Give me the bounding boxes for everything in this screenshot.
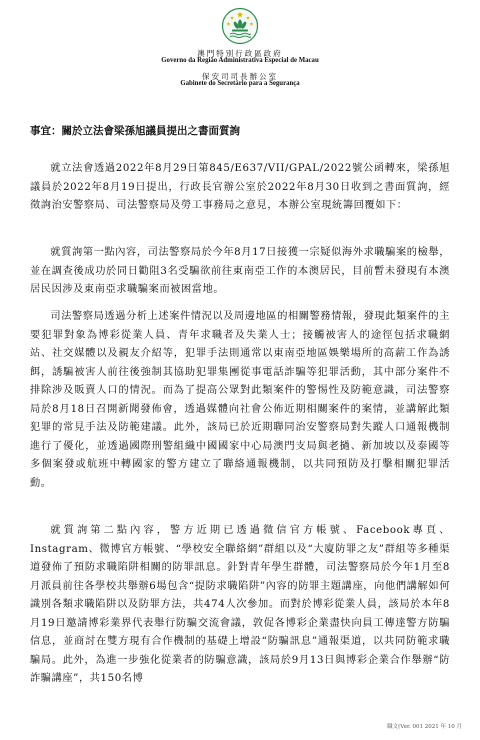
body-paragraph: 司法警察局透過分析上述案件情況以及周邊地區的相關警務情報，發現此類案件的主要犯罪對象為博彩從業人員、青年求職者及失業人士；接觸被害人的途徑包括求職網站、社交媒體以及親友介紹等，犯罪手法則通常以東南亞地區娛樂場所的高薪工作為誘餌，誘騙被害人前往後強制其協助犯罪集團從事電話詐騙等犯罪活動，其中部分案件不排除涉及販賣人口的情況。而為了提高公眾對此類案件的警惕性及防範意識，司法警察局於8月18日召開新聞發佈會，透過媒體向社會公佈近期相關案件的案情，並講解此類犯罪的常見手法及防範建議。此外，該局已於近期聯同治安警察局對失蹤人口通報機制進行了優化，並透過國際刑警組織中國國家中心局澳門支局與老撾、新加坡以及泰國等多個案發或航班中轉國家的警方建立了聯絡通報機制，以共同預防及打擊相關犯罪活動。 bbox=[30, 311, 450, 489]
body-paragraph: 就質詢第一點內容，司法警察局於今年8月17日接獲一宗疑似海外求職騙案的檢舉，並在調查後成功於同日勸阻3名受騙欲前往東南亞工作的本澳居民，目前暫未發現有本澳居民因涉及東南亞求職騙案而被困當地。 bbox=[30, 247, 450, 296]
government-name-pt: Governo da Região Administrativa Especial de Macau bbox=[161, 57, 319, 64]
body-paragraph: 就質詢第二點內容，警方近期已透過微信官方帳號、Facebook專頁、Instagram、微博官方帳號、“學校安全聯絡網”群組以及“大廈防罪之友”群組等多種渠道發佈了預防求職陷阱相關的防罪訊息。針對青年學生群體，司法警察局於今年1月至8月派員前往各學校共舉辦6場包含“提防求職陷阱”內容的防罪主題講座，向他們講解如何識別各類求職陷阱以及防罪方法，共474人次參加。而對於博彩從業人員，該局於本年8月19日邀請博彩業界代表舉行防騙交流會議，敦促各博彩企業盡快向員工傳達警方防騙信息，並商討在雙方現有合作機制的基礎上增設“防騙訊息”通報渠道，以共同防範求職騙局。此外，為進一步強化從業者的防騙意識，該局於9月13日與博彩企業合作舉辦“防詐騙講座”，共150名博 bbox=[30, 525, 450, 685]
government-name-zh: 澳門特別行政區政府 bbox=[197, 49, 283, 58]
office-name-zh: 保安司司長辦公室 bbox=[202, 72, 278, 81]
form-reference: 職文(Ver. 001 2021 年 10 月 bbox=[387, 724, 462, 730]
subject-line: 事宜：關於立法會梁孫旭議員提出之書面質詢 bbox=[30, 125, 240, 137]
office-name-pt: Gabinete do Secretário para a Segurança bbox=[180, 80, 300, 87]
body-paragraph: 就立法會透過2022年8月29日第845/E637/VII/GPAL/2022號公函轉來，梁孫旭議員於2022年8月19日提出，行政長官辦公室於2022年8月30日收到之書面質詢，經徵詢治安警察局、司法警察局及勞工事務局之意見，本辦公室現統籌回覆如下： bbox=[30, 163, 450, 212]
macau-emblem-icon bbox=[221, 7, 259, 45]
